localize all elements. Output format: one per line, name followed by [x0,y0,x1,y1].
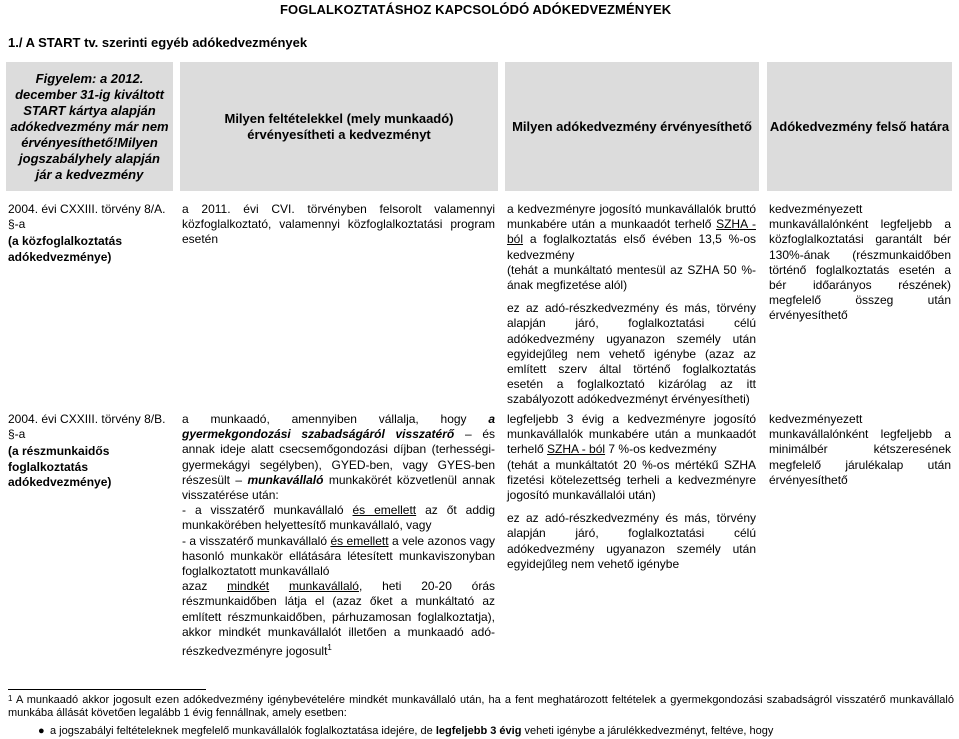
row2-benefit-note: (tehát a munkáltatót 20 %-os mértékű SZHA fizetési kötelezettség terheli a kedvezményre jogosító munkavállalói után) [507,457,756,503]
row2-law-ref: 2004. évi CXXIII. törvény 8/B. §-a [8,412,166,442]
text-run: - a visszatérő munkavállaló [182,503,353,518]
bullet-icon: ● [38,725,45,737]
header-benefit [505,62,759,191]
text-run: - a visszatérő munkavállaló [182,533,331,548]
footnote-divider [8,689,206,690]
header-conditions [180,62,498,191]
text-run: 7 %-os kedvezmény [605,442,717,457]
row1-benefit-main [507,202,756,263]
row2-conditions [182,412,495,659]
row1-conditions: a 2011. évi CVI. törvényben felsorolt valamennyi közfoglalkoztató, valamennyi közfoglalkoztatási program esetén [182,202,495,247]
text-run: a jogszabályi feltételeknek megfelelő munkavállalók foglalkoztatása idejére, de [50,725,436,737]
row1-benefit-note: (tehát a munkáltató mentesül az SZHA 50 %-ának megfizetése alól) [507,262,756,293]
text-run-underlined: munkavállaló [288,579,359,594]
row2-conditions-intro [182,412,495,503]
text-run: munkakörét közvetlenül annak visszatérése után: [182,472,495,503]
row1-benefit-exclusion: ez az adó-részkedvezmény és más, törvény alapján járó, foglalkoztatási célú adókedvezmény ugyanazon személy után egyidejűleg nem vehető igénybe (azaz az említett szerv által történő foglalkoztatás esetén a foglalkoztató kizárólag az itt szabályozott adókedvezményt érvényesítheti) [507,301,756,407]
text-run-underlined: és emellett [330,533,389,548]
row2-conditions-item-1 [182,503,495,533]
text-run [269,579,289,593]
text-run-underlined: mindkét [227,579,270,594]
footnote-text: A munkaadó akkor jogosult ezen adókedvezmény igénybevételére mindkét munkavállaló után, ha a fent meghatározott feltételek a gyermekgondozási szabadságról visszatérő munkavállaló munkába állását követően legalább 1 évig fennállnak, amely esetben: [8,694,954,719]
text-run: a foglalkoztatás első évében 13,5 %-os kedvezmény [507,232,756,262]
text-run: az őt addig munkakörében helyettesítő munkavállaló, vagy [182,503,496,533]
text-run: a vele azonos vagy hasonló munkakör ellátására létesített munkaviszonyban foglalkoztatott munkavállaló [182,533,495,579]
text-run-underlined: SZHA - ból [507,217,756,247]
footnote-marker: 1 [8,694,13,703]
footnote [8,694,954,720]
text-run-underlined: és emellett [352,503,417,518]
row1-law-name: (a közfoglalkoztatás adókedvezménye) [8,234,123,264]
text-run: legfeljebb 3 évig a kedvezményre jogosító munkavállalók munkabére után a munkaadót terhelő [507,412,756,457]
text-run: , heti 20-20 órás részmunkaidőben látja el (azaz őket a munkáltató az említett részmunkaidőben, párhuzamosan foglalkoztatja), akkor mindkét munkavállalót illetően a munkaadó adó-részkedvezményre jogosult [182,579,496,659]
header-conditions-text: Milyen feltételekkel (mely munkaadó) érvényesítheti a kedvezményt [224,110,454,142]
row2-law [8,412,173,490]
header-benefit-text: Milyen adókedvezmény érvényesíthető [512,118,752,134]
row2-limit: kedvezményezett munkavállalónként legfeljebb a minimálbér kétszeresének megfelelő járulékalap után érvényesíthető [769,412,951,487]
section-title: 1./ A START tv. szerinti egyéb adókedvezmények [8,35,308,50]
row1-law-ref: 2004. évi CXXIII. törvény 8/A. §-a [8,202,166,232]
header-law-reference-text: Figyelem: a 2012. december 31-ig kiváltott START kártya alapján adókedvezmény már nem érvényesíthető!Milyen jogszabályhely alapján jár a kedvezmény [10,70,169,182]
row1-law [8,202,173,265]
text-run: – és annak ideje alatt csecsemőgondozási díjban (terhességi-gyermekágyi segélyben), GYED-ben, vagy GYES-ben részesült – [182,427,496,487]
text-run: a kedvezményre jogosító munkavállalók bruttó munkabére után a munkaadót terhelő [507,202,756,232]
text-run-underlined: SZHA - ból [547,442,606,457]
text-run: azaz [182,579,228,594]
text-run: a munkaadó, amennyiben vállalja, hogy [182,412,489,426]
row2-conditions-item-3 [182,579,495,659]
text-run: veheti igénybe a járulékkedvezményt, feltéve, hogy [521,725,774,737]
row2-benefit-exclusion: ez az adó-részkedvezmény és más, törvény alapján járó, foglalkoztatási célú adókedvezmény ugyanazon személy után egyidejűleg nem vehető igénybe [507,511,756,571]
row2-benefit [507,412,756,572]
document-title: FOGLALKOZTATÁSHOZ KAPCSOLÓDÓ ADÓKEDVEZMÉNYEK [280,2,672,17]
footnote-reference[interactable]: 1 [327,643,332,653]
text-run-bold: a gyermekgondozási szabadságáról visszatérő [182,412,495,442]
footnote-bullet [8,725,954,738]
row2-benefit-main [507,412,756,458]
header-limit-text: Adókedvezmény felső határa [769,118,950,134]
row1-benefit [507,202,756,408]
row2-conditions-item-2 [182,534,495,580]
text-run-bold: munkavállaló [247,472,324,487]
row1-limit: kedvezményezett munkavállalónként legfeljebb a közfoglalkoztatási garantált bér 130%-ának (részmunkaidőben történő foglalkoztatás esetén a bér időarányos részének) megfelelő összeg után érvényesíthető [769,202,951,323]
header-law-reference [6,62,173,191]
text-run-bold: legfeljebb 3 évig [435,725,522,737]
row2-law-name: (a részmunkaidős foglalkoztatás adókedvezménye) [8,444,112,489]
header-limit [767,62,952,191]
